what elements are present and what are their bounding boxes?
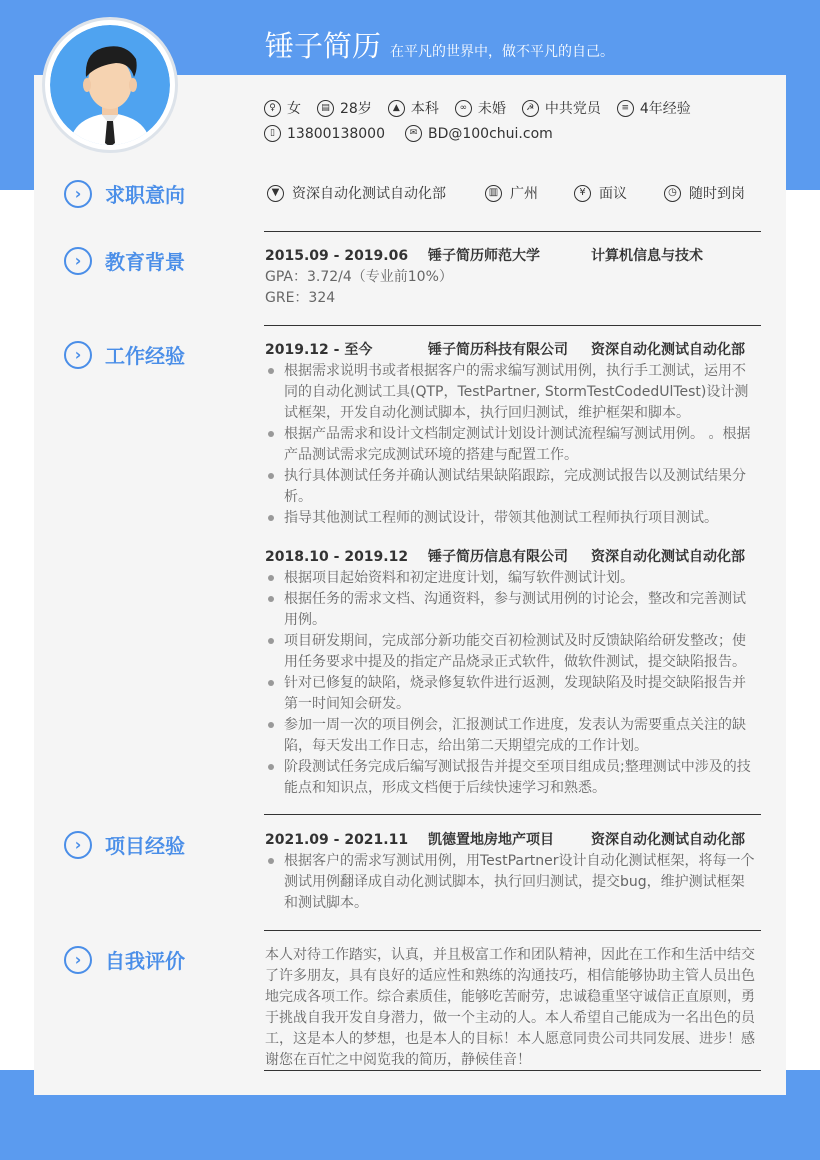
chevron-right-icon: › bbox=[64, 946, 92, 974]
work-entry-head: 2019.12 - 至今 锤子简历科技有限公司 资深自动化测试自动化部 bbox=[265, 342, 745, 358]
education-gre: GRE：324 bbox=[265, 290, 336, 306]
work-entry-bullets bbox=[265, 361, 757, 529]
list-item: 根据需求说明书或者根据客户的需求编写测试用例，执行手工测试，运用不同的自动化测试工具(QTP，TestPartner, StormTestCodedUlTest)设计测试框架，开发自动化测试脚本，执行回归测试，维护框架和脚本。 bbox=[265, 361, 757, 424]
document-icon: ≡ bbox=[617, 100, 634, 117]
phone-icon: ▯ bbox=[264, 125, 281, 142]
divider bbox=[264, 930, 761, 931]
section-title-project: › 项目经验 bbox=[64, 830, 185, 859]
section-title-work: › 工作经验 bbox=[64, 340, 185, 369]
project-head: 2021.09 - 2021.11 凯德置地房地产项目 资深自动化测试自动化部 bbox=[265, 832, 745, 848]
intent-availability: ◷ 随时到岗 bbox=[664, 183, 745, 203]
mail-icon: ✉ bbox=[405, 125, 422, 142]
graduation-cap-icon: ▲ bbox=[388, 100, 405, 117]
divider bbox=[264, 325, 761, 326]
resume-title: 锤子简历 bbox=[265, 29, 382, 63]
list-item: 项目研发期间，完成部分新功能交百初检测试及时反馈缺陷给研发整改；使用任务要求中提及的指定产品烧录正式软件，做软件测试，提交缺陷报告。 bbox=[265, 631, 757, 673]
section-title-intent: › 求职意向 bbox=[64, 179, 185, 208]
info-experience: ≡ 4年经验 bbox=[617, 98, 691, 118]
list-item: 根据产品需求和设计文档制定测试计划设计测试流程编写测试用例。 。根据产品测试需求完成测试环境的搭建与配置工作。 bbox=[265, 424, 757, 466]
education-entry bbox=[265, 245, 757, 309]
rings-icon: ∞ bbox=[455, 100, 472, 117]
section-title-self: › 自我评价 bbox=[64, 945, 185, 974]
clock-icon: ◷ bbox=[664, 185, 681, 202]
avatar bbox=[45, 20, 175, 150]
chevron-right-icon: › bbox=[64, 247, 92, 275]
self-evaluation bbox=[265, 945, 757, 1071]
chevron-right-icon: › bbox=[64, 180, 92, 208]
personal-info-row-1 bbox=[264, 98, 707, 118]
list-item: 执行具体测试任务并确认测试结果缺陷跟踪，完成测试报告以及测试结果分析。 bbox=[265, 466, 757, 508]
work-entry-1 bbox=[265, 339, 757, 529]
list-item: 针对已修复的缺陷，烧录修复软件进行返测，发现缺陷及时提交缺陷报告并第一时间知会研发。 bbox=[265, 673, 757, 715]
resume-motto: 在平凡的世界中，做不平凡的自己。 bbox=[390, 44, 614, 60]
list-item: 根据客户的需求写测试用例，用TestPartner设计自动化测试框架，将每一个测试用例翻译成自动化测试脚本，执行回归测试，提交bug，维护测试框架和测试脚本。 bbox=[265, 851, 757, 914]
avatar-illustration bbox=[50, 25, 170, 145]
list-item: 参加一周一次的项目例会，汇报测试工作进度，发表认为需要重点关注的缺陷，每天发出工作日志，给出第二天期望完成的工作计划。 bbox=[265, 715, 757, 757]
list-item: 根据项目起始资料和初定进度计划，编写软件测试计划。 bbox=[265, 568, 757, 589]
list-item: 指导其他测试工程师的测试设计，带领其他测试工程师执行项目测试。 bbox=[265, 508, 757, 529]
divider bbox=[264, 1070, 761, 1071]
info-email: ✉ BD@100chui.com bbox=[405, 125, 553, 142]
info-degree: ▲ 本科 bbox=[388, 98, 439, 118]
list-item: 根据任务的需求文档、沟通资料，参与测试用例的讨论会，整改和完善测试用例。 bbox=[265, 589, 757, 631]
party-emblem-icon: ☭ bbox=[522, 100, 539, 117]
yen-icon: ¥ bbox=[574, 185, 591, 202]
intent-city: ▥ 广州 bbox=[485, 183, 574, 203]
work-entry-head: 2018.10 - 2019.12 锤子简历信息有限公司 资深自动化测试自动化部 bbox=[265, 549, 745, 565]
building-icon: ▥ bbox=[485, 185, 502, 202]
divider bbox=[264, 231, 761, 232]
section-title-education: › 教育背景 bbox=[64, 246, 185, 275]
info-gender: ♀ 女 bbox=[264, 98, 301, 118]
work-entry-2 bbox=[265, 546, 757, 799]
list-item: 阶段测试任务完成后编写测试报告并提交至项目组成员;整理测试中涉及的技能点和知识点，形成文档便于后续快速学习和熟悉。 bbox=[265, 757, 757, 799]
info-marital: ∞ 未婚 bbox=[455, 98, 506, 118]
work-entry-bullets bbox=[265, 568, 757, 799]
chevron-right-icon: › bbox=[64, 341, 92, 369]
tie-icon: ▼ bbox=[267, 185, 284, 202]
info-politics: ☭ 中共党员 bbox=[522, 98, 601, 118]
info-phone: ▯ 13800138000 bbox=[264, 125, 385, 142]
intent-position: ▼ 资深自动化测试自动化部 bbox=[267, 183, 485, 203]
cake-icon: ▤ bbox=[317, 100, 334, 117]
project-entry bbox=[265, 829, 757, 914]
education-gpa: GPA：3.72/4（专业前10%） bbox=[265, 269, 453, 285]
gender-icon: ♀ bbox=[264, 100, 281, 117]
chevron-right-icon: › bbox=[64, 831, 92, 859]
intent-salary: ¥ 面议 bbox=[574, 183, 664, 203]
job-intent-row bbox=[267, 183, 745, 203]
project-bullets bbox=[265, 851, 757, 914]
personal-info-row-2 bbox=[264, 125, 569, 142]
info-age: ▤ 28岁 bbox=[317, 98, 372, 118]
self-evaluation-text: 本人对待工作踏实，认真，并且极富工作和团队精神，因此在工作和生活中结交了许多朋友，具有良好的适应性和熟练的沟通技巧，相信能够协助主管人员出色地完成各项工作。综合素质佳，能够吃苦耐劳，忠诚稳重坚守诚信正直原则，勇于挑战自我开发自身潜力，做一个主动的人。本人希望自己能成为一名出色的员工，这是本人的梦想，也是本人的目标！本人愿意同贵公司共同发展、进步！感谢您在百忙之中阅览我的简历，静候佳音！ bbox=[265, 947, 755, 1068]
divider bbox=[264, 814, 761, 815]
education-head: 2015.09 - 2019.06 锤子简历师范大学 计算机信息与技术 bbox=[265, 248, 703, 264]
